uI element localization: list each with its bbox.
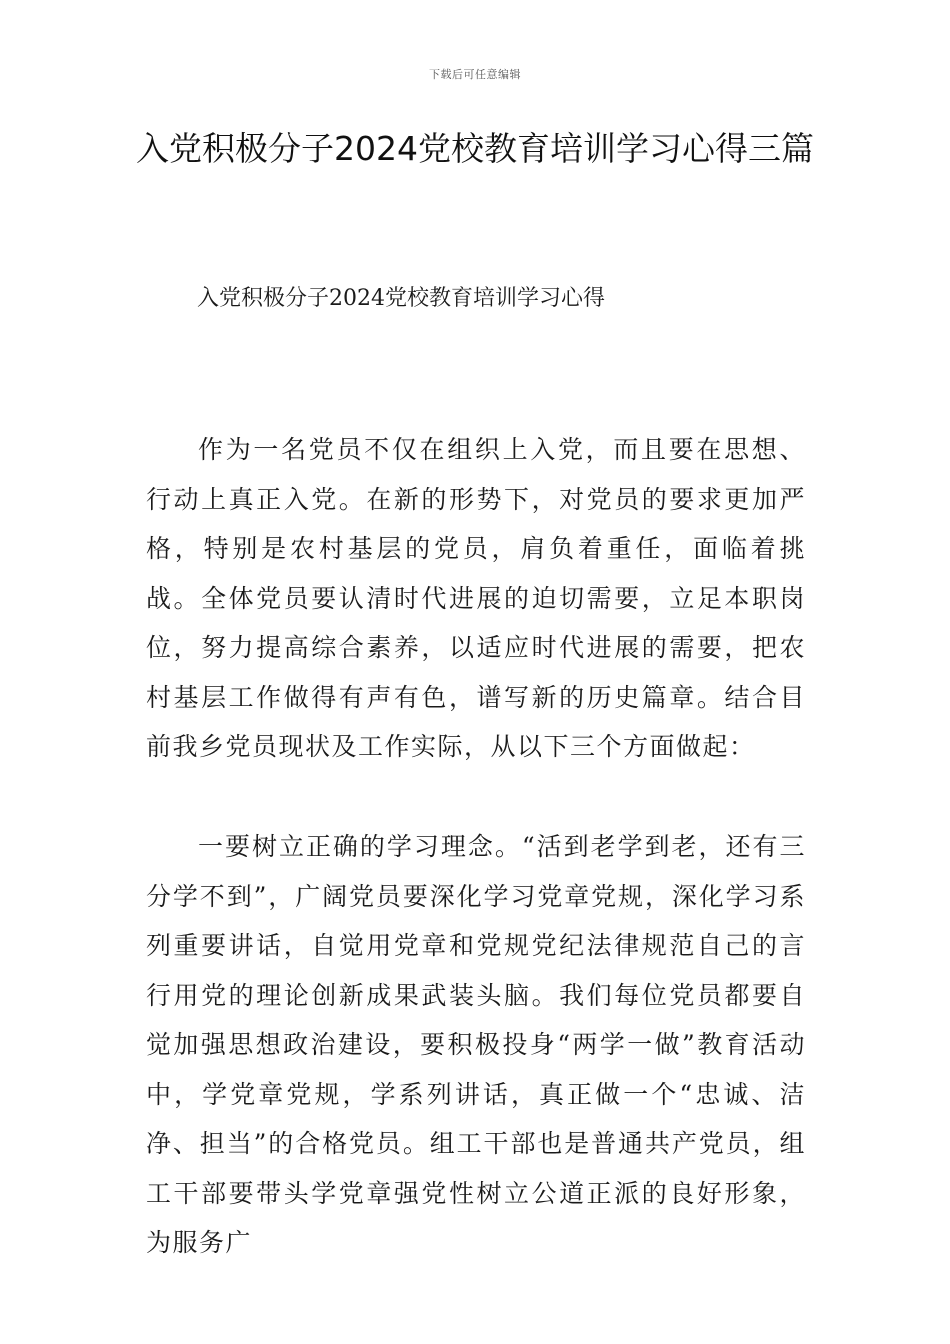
body-paragraph: 作为一名党员不仅在组织上入党，而且要在思想、行动上真正入党。在新的形势下，对党员的要求更加严格，特别是农村基层的党员，肩负着重任，面临着挑战。全体党员要认清时代进展的迫切需要，立足本职岗位，努力提高综合素养，以适应时代进展的需要，把农村基层工作做得有声有色，谱写新的历史篇章。结合目前我乡党员现状及工作实际，从以下三个方面做起： — [146, 435, 806, 761]
section-subtitle: 入党积极分子2024党校教育培训学习心得 — [197, 286, 605, 311]
document-title: 入党积极分子2024党校教育培训学习心得三篇 — [136, 129, 814, 168]
header-note: 下载后可任意编辑 — [429, 68, 521, 81]
body-paragraph: 一要树立正确的学习理念。“活到老学到老，还有三分学不到”，广阔党员要深化学习党章党规，深化学习系列重要讲话，自觉用党章和党规党纪法律规范自己的言行用党的理论创新成果武装头脑。我们每位党员都要自觉加强思想政治建设，要积极投身“两学一做”教育活动中，学党章党规，学系列讲话，真正做一个“忠诚、洁净、担当”的合格党员。组工干部也是普通共产党员，组工干部要带头学党章强党性树立公道正派的良好形象，为服务广 — [146, 832, 806, 1257]
